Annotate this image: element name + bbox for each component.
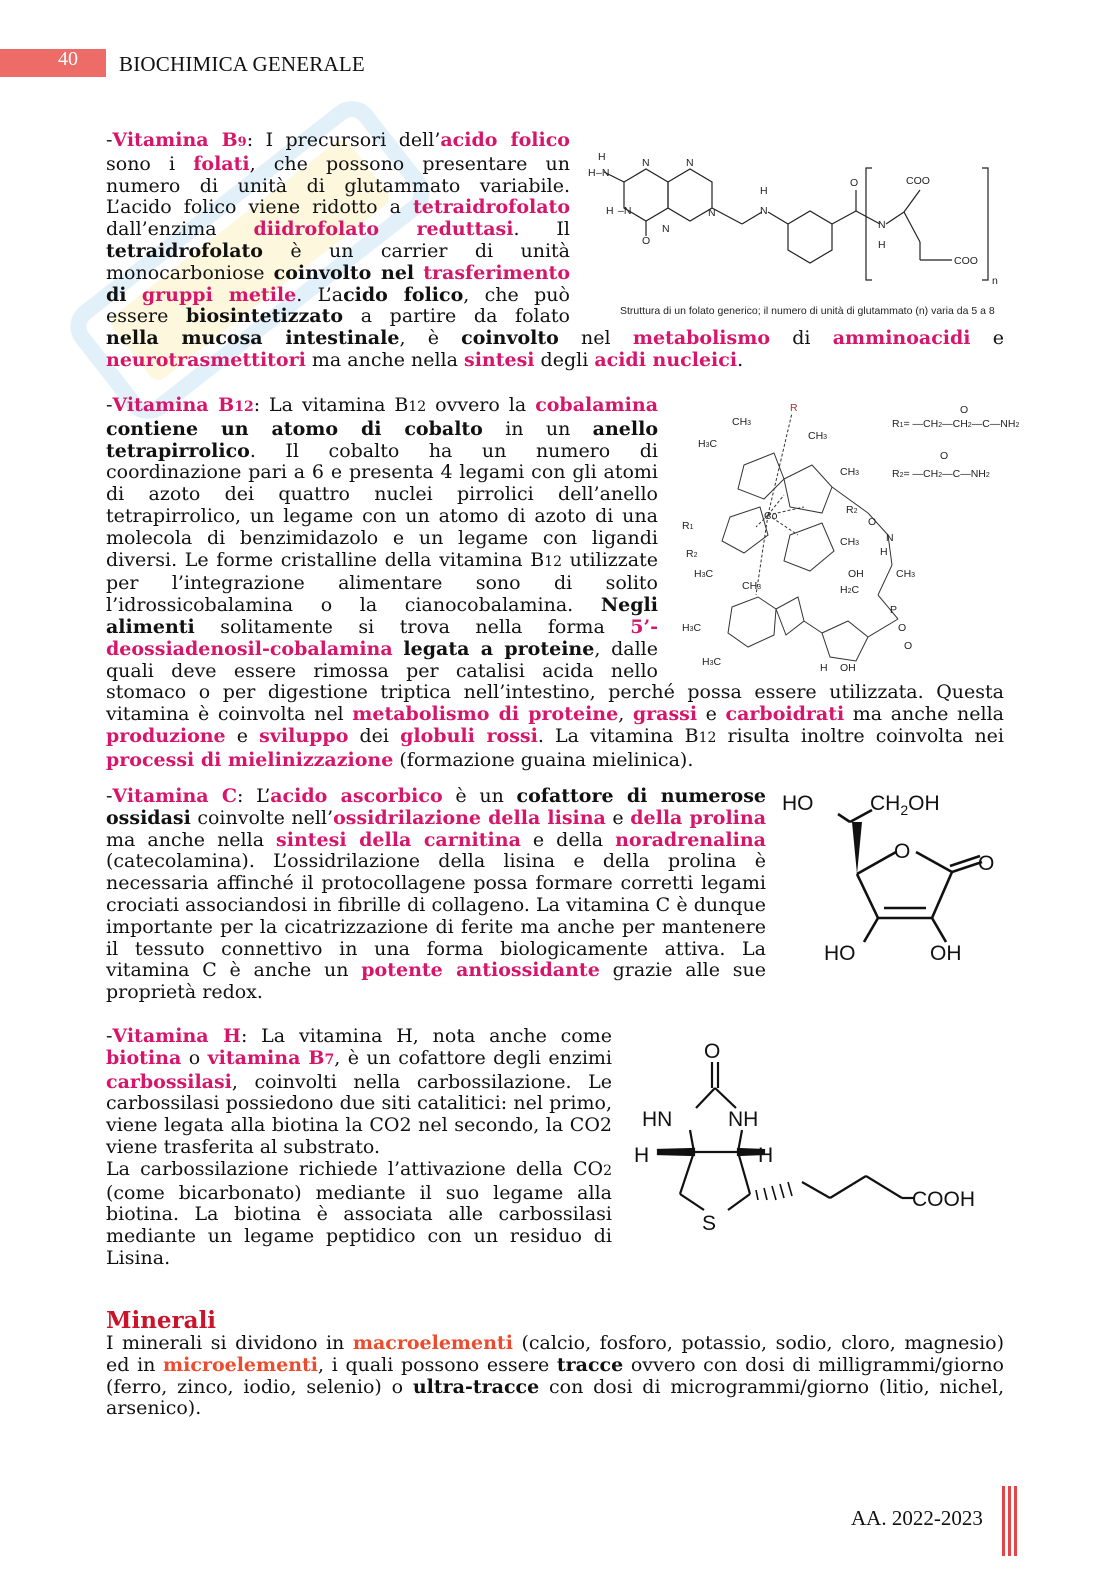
term-carbossilasi: carbossilasi bbox=[106, 1070, 232, 1093]
svg-text:HO: HO bbox=[782, 792, 814, 815]
svg-text:CH3: CH3 bbox=[732, 416, 752, 428]
svg-text:CH3: CH3 bbox=[742, 580, 762, 592]
b9-text: , che può essere bbox=[106, 283, 570, 328]
section-vitamina-b9 bbox=[106, 130, 1004, 372]
term-potente-antiossidante: potente antiossidante bbox=[361, 959, 600, 982]
svg-text:R2: R2 bbox=[686, 548, 698, 560]
minerali-text: (calcio, fosforo, potassio, sodio, cloro, magnesio) ed in bbox=[106, 1332, 1004, 1376]
h-heading: Vitamina H bbox=[112, 1025, 241, 1047]
h-text: o bbox=[181, 1046, 208, 1069]
term-coinvolto-nel: coinvolto nel bbox=[273, 261, 415, 284]
term-anello-tetrapirrolico: anello tetrapirrolico bbox=[106, 417, 658, 462]
c-text: : L’ bbox=[237, 785, 271, 807]
b12-text: utilizzate per l’integrazione alimentare sono di solito l’idrossicobalamina o la cianocobalamina. bbox=[106, 548, 659, 617]
h-text: La carbossilazione richiede l’attivazione della CO bbox=[106, 1157, 604, 1180]
b12-text: e bbox=[697, 703, 726, 726]
svg-text:N: N bbox=[886, 532, 894, 544]
term-cofattore-ossidasi: cofattore di numerose ossidasi bbox=[106, 785, 766, 829]
c-text: grazie alle sue proprietà redox. bbox=[106, 959, 767, 1004]
minerali-text: ovvero con dosi di milligrammi/giorno (ferro, zinco, iodio, selenio) o bbox=[106, 1353, 1004, 1398]
b9-text: e bbox=[970, 327, 1004, 350]
footer-bar bbox=[1008, 1486, 1011, 1556]
c-text: ma anche nella bbox=[106, 828, 277, 851]
term-metabolismo-proteine: metabolismo di proteine bbox=[352, 703, 619, 726]
b9-text: dall’enzima bbox=[106, 218, 254, 241]
svg-text:R2: R2 bbox=[846, 504, 858, 516]
page-number: 40 bbox=[58, 48, 78, 70]
b12-text: (formazione guaina mielinica). bbox=[393, 748, 694, 771]
term-diidrofolato-reduttasi: diidrofolato reduttasi bbox=[253, 218, 514, 241]
folate-structure-figure bbox=[584, 132, 1004, 322]
term-acido-ascorbico: acido ascorbico bbox=[270, 785, 443, 807]
term-grassi: grassi bbox=[632, 703, 698, 726]
minerali-text: , i quali possono essere bbox=[318, 1353, 557, 1376]
h-text: : La vitamina H, nota anche come bbox=[240, 1025, 612, 1047]
term-negli-alimenti: Negli alimenti bbox=[106, 594, 658, 638]
svg-text:H: H bbox=[606, 205, 614, 217]
b12-text: ovvero la bbox=[426, 394, 536, 416]
b9-text bbox=[414, 262, 423, 284]
svg-text:OH: OH bbox=[848, 568, 864, 580]
section-vitamina-b12 bbox=[106, 394, 1020, 772]
b12-text: , bbox=[618, 703, 633, 726]
h-text: - bbox=[106, 1025, 113, 1047]
svg-text:H3C: H3C bbox=[698, 438, 718, 450]
c-text: (catecolamina). L’ossidrilazione della lisina e della prolina è necessaria affinché il protocollagene possa formare corretti legami crociati associandosi in fibrille di collageno. La vitamina C è dunque importante per la cicatrizzazione di ferite ma anche per mantenere il tessuto connettivo in una forma biologicamente attiva. La vitamina C è anche un bbox=[106, 850, 766, 982]
ascorbic-acid-structure-figure bbox=[780, 786, 1004, 966]
folate-caption: Struttura di un folato generico; il numero di unità di glutammato (n) varia da 5 a 8 bbox=[620, 305, 995, 317]
term-produzione: produzione bbox=[106, 724, 226, 747]
c-text: coinvolte nell’ bbox=[190, 806, 334, 829]
b9-text: ma anche nella bbox=[305, 348, 464, 371]
svg-text:O: O bbox=[898, 622, 907, 634]
term-acidi-nucleici: acidi nucleici bbox=[594, 348, 738, 371]
c-text: - bbox=[106, 785, 113, 807]
c-heading: Vitamina C bbox=[112, 785, 238, 807]
svg-text:N: N bbox=[708, 207, 716, 219]
svg-text:N: N bbox=[878, 219, 886, 231]
svg-text:R1: R1 bbox=[682, 520, 694, 532]
term-tetraidrofolato-bold: tetraidrofolato bbox=[106, 239, 263, 262]
term-deossiadenosil: 5’-deossiadenosil-cobalamina bbox=[106, 615, 658, 660]
term-biotina: biotina bbox=[106, 1046, 182, 1069]
b9-text: , è bbox=[399, 327, 462, 350]
h-text: , è un cofattore degli enzimi bbox=[334, 1046, 612, 1069]
svg-text:O: O bbox=[894, 840, 911, 863]
term-prolina: della prolina bbox=[630, 806, 767, 829]
svg-text:P: P bbox=[890, 604, 898, 616]
svg-text:R1= —CH2—CH2—C—NH2: R1= —CH2—CH2—C—NH2 bbox=[892, 418, 1020, 430]
term-acido-folico: acido folico bbox=[440, 129, 570, 151]
term-coinvolto: coinvolto bbox=[461, 327, 559, 350]
svg-text:H2C: H2C bbox=[840, 584, 860, 596]
svg-text:OH: OH bbox=[840, 662, 856, 674]
term-trasferimento: trasferimento bbox=[423, 261, 570, 284]
term-tracce: tracce bbox=[556, 1353, 624, 1376]
running-title: BIOCHIMICA GENERALE bbox=[119, 52, 365, 76]
svg-text:R2= —CH2—C—NH2: R2= —CH2—C—NH2 bbox=[892, 468, 990, 480]
svg-text:–N: –N bbox=[618, 205, 632, 217]
cobalamin-structure-figure bbox=[672, 395, 1020, 677]
b9-text: è un carrier di unità monocarboniose bbox=[106, 239, 570, 284]
b12-heading: Vitamina B bbox=[112, 394, 235, 416]
b12-text: ma anche nella bbox=[844, 703, 1004, 726]
term-ossidrilazione-lisina: ossidrilazione della lisina bbox=[333, 806, 606, 829]
term-neurotrasmettitori: neurotrasmettitori bbox=[106, 348, 306, 371]
svg-text:O: O bbox=[850, 177, 859, 189]
b9-text: , che possono presentare un numero di unità di glutammato variabile. L’acido folico viene ridotto a bbox=[106, 152, 570, 219]
h-sub: 2 bbox=[603, 1162, 612, 1179]
term-mucosa-intestinale: nella mucosa intestinale bbox=[106, 327, 400, 350]
b9-text: . bbox=[737, 348, 744, 371]
svg-text:N: N bbox=[642, 157, 650, 169]
svg-text:n: n bbox=[992, 275, 998, 287]
svg-text:CH3: CH3 bbox=[840, 466, 860, 478]
section-minerali bbox=[106, 1333, 1004, 1420]
h-text: , coinvolti nella carbossilazione. Le carbossilasi possiedono due siti catalitici: nel primo, viene legata alla biotina la CO2 nel secondo, la CO2 viene trasferita al substrato. bbox=[106, 1070, 612, 1158]
svg-text:H3C: H3C bbox=[694, 568, 714, 580]
term-globuli-rossi: globuli rossi bbox=[400, 724, 538, 747]
term-microelementi: microelementi bbox=[163, 1353, 319, 1376]
term-carboidrati: carboidrati bbox=[725, 703, 845, 726]
svg-text:–N: –N bbox=[596, 167, 610, 179]
svg-text:COOH: COOH bbox=[912, 1188, 975, 1211]
b9-text: : I precursori dell’ bbox=[246, 129, 441, 151]
svg-text:H3C: H3C bbox=[702, 656, 722, 668]
svg-text:CH3: CH3 bbox=[808, 430, 828, 442]
b12-sub: 12 bbox=[698, 729, 717, 746]
svg-text:COO: COO bbox=[906, 175, 930, 187]
svg-text:CH3: CH3 bbox=[896, 568, 916, 580]
term-sviluppo: sviluppo bbox=[259, 724, 349, 747]
b9-heading: Vitamina B bbox=[112, 129, 238, 151]
biotin-structure-figure bbox=[634, 1030, 1004, 1240]
svg-text:OH: OH bbox=[930, 942, 962, 965]
svg-text:O: O bbox=[868, 516, 877, 528]
svg-text:Co: Co bbox=[764, 510, 778, 522]
section-vitamina-h bbox=[106, 1026, 1004, 1270]
b12-text: : La vitamina B bbox=[253, 394, 409, 416]
svg-text:O: O bbox=[940, 450, 949, 462]
svg-text:H: H bbox=[588, 167, 596, 179]
b12-sub: 12 bbox=[234, 399, 254, 415]
svg-text:O: O bbox=[642, 235, 651, 247]
minerali-text: con dosi di microgrammi/giorno (litio, nichel, arsenico). bbox=[106, 1375, 1004, 1420]
footer-bar bbox=[1014, 1486, 1017, 1556]
b9-text bbox=[127, 284, 142, 306]
b9-text: . Il bbox=[513, 218, 570, 241]
svg-text:H: H bbox=[598, 151, 606, 163]
svg-text:H: H bbox=[820, 662, 828, 674]
term-vitamina-b7: vitamina B bbox=[207, 1046, 325, 1069]
svg-text:R: R bbox=[790, 402, 798, 414]
term-ultra-tracce: ultra-tracce bbox=[412, 1375, 540, 1398]
svg-text:N: N bbox=[686, 157, 694, 169]
term-amminoacidi: amminoacidi bbox=[832, 327, 971, 350]
term-macroelementi: macroelementi bbox=[352, 1332, 513, 1354]
svg-text:H: H bbox=[760, 185, 768, 197]
b12-text: solitamente si trova nella forma bbox=[194, 615, 631, 638]
svg-text:N: N bbox=[662, 223, 670, 235]
svg-text:O: O bbox=[704, 1040, 721, 1063]
term-biosintetizzato: biosintetizzato bbox=[185, 305, 344, 328]
term-mielinizzazione: processi di mielinizzazione bbox=[106, 748, 394, 771]
b9-text: a partire da folato bbox=[343, 305, 570, 328]
minerali-text: I minerali si dividono in bbox=[106, 1332, 353, 1354]
h-text: (come bicarbonato) mediante il suo legame alla biotina. La biotina è associata alle carbossilasi mediante un legame peptidico con un residuo di Lisina. bbox=[106, 1181, 612, 1269]
svg-text:O: O bbox=[960, 404, 969, 416]
term-tetraidrofolato: tetraidrofolato bbox=[413, 196, 570, 219]
svg-text:H: H bbox=[880, 546, 888, 558]
term-noradrenalina: noradrenalina bbox=[615, 828, 766, 851]
b12-sub: 12 bbox=[544, 553, 563, 570]
svg-text:O: O bbox=[904, 640, 913, 652]
svg-text:COO: COO bbox=[954, 255, 978, 267]
c-text: è un bbox=[442, 785, 517, 807]
term-di: di bbox=[106, 283, 127, 306]
footer-bar bbox=[1002, 1486, 1005, 1556]
svg-text:O: O bbox=[978, 852, 995, 875]
b12-text: risulta inoltre coinvolta nei bbox=[716, 724, 1005, 747]
b9-text: . L’a bbox=[296, 283, 344, 306]
svg-text:H: H bbox=[878, 239, 886, 251]
b12-text: , dalle quali deve essere rimossa per catalisi acida nello stomaco o per digestione triptica nell’intestino, perché possa essere utilizzata. Questa vitamina è coinvolta nel bbox=[106, 637, 1004, 726]
b9-text: nel bbox=[558, 327, 633, 350]
b12-sub: 12 bbox=[408, 399, 427, 415]
academic-year: AA. 2022-2023 bbox=[851, 1506, 983, 1530]
b12-text: in un bbox=[482, 417, 593, 440]
term-sintesi: sintesi bbox=[464, 348, 535, 371]
term-legata-proteine: legata a proteine bbox=[403, 637, 595, 660]
section-heading-minerali: Minerali bbox=[106, 1307, 217, 1334]
b12-text: . La vitamina B bbox=[537, 724, 699, 747]
svg-text:CH2OH: $CH_2OH$ bbox=[870, 792, 940, 818]
b9-text: sono i bbox=[106, 152, 194, 175]
term-gruppi-metile: gruppi metile bbox=[141, 283, 297, 306]
term-sintesi-carnitina: sintesi della carnitina bbox=[276, 828, 521, 851]
term-metabolismo: metabolismo bbox=[632, 327, 770, 350]
b12-text: e bbox=[225, 724, 260, 747]
svg-text:NH: NH bbox=[728, 1108, 759, 1131]
h-sub: 7 bbox=[324, 1051, 335, 1068]
b9-text: degli bbox=[534, 348, 595, 371]
b12-text: dei bbox=[348, 724, 401, 747]
b12-text bbox=[393, 638, 404, 660]
c-text: e bbox=[605, 806, 631, 829]
c-text: e della bbox=[520, 828, 616, 851]
svg-text:H3C: H3C bbox=[682, 622, 702, 634]
svg-text:HN: HN bbox=[642, 1108, 673, 1131]
b9-text: - bbox=[106, 129, 113, 151]
svg-text:HO: HO bbox=[824, 942, 856, 965]
b12-text: - bbox=[106, 394, 113, 416]
term-cido-folico: cido folico bbox=[343, 283, 464, 306]
term-atomo-cobalto: contiene un atomo di cobalto bbox=[106, 417, 483, 440]
b9-sub: 9 bbox=[237, 135, 247, 150]
svg-text:S: S bbox=[702, 1212, 717, 1235]
svg-text:H: H bbox=[634, 1144, 650, 1167]
section-vitamina-c bbox=[106, 786, 1004, 1004]
b12-text: . Il cobalto ha un numero di coordinazione pari a 6 e presenta 4 legami con gli atomi di azoto dei quattro nuclei pirrolici dell’anello tetrapirrolico, un legame con un atomo di azoto di una molecola di benzimidazolo e un legame con ligandi diversi. Le forme cristalline della vitamina B bbox=[106, 439, 658, 571]
term-folati: folati bbox=[193, 152, 250, 175]
svg-text:N: N bbox=[760, 205, 768, 217]
b9-text: di bbox=[770, 327, 833, 350]
term-cobalamina: cobalamina bbox=[535, 394, 659, 416]
svg-text:H: H bbox=[758, 1144, 774, 1167]
svg-text:CH3: CH3 bbox=[840, 536, 860, 548]
